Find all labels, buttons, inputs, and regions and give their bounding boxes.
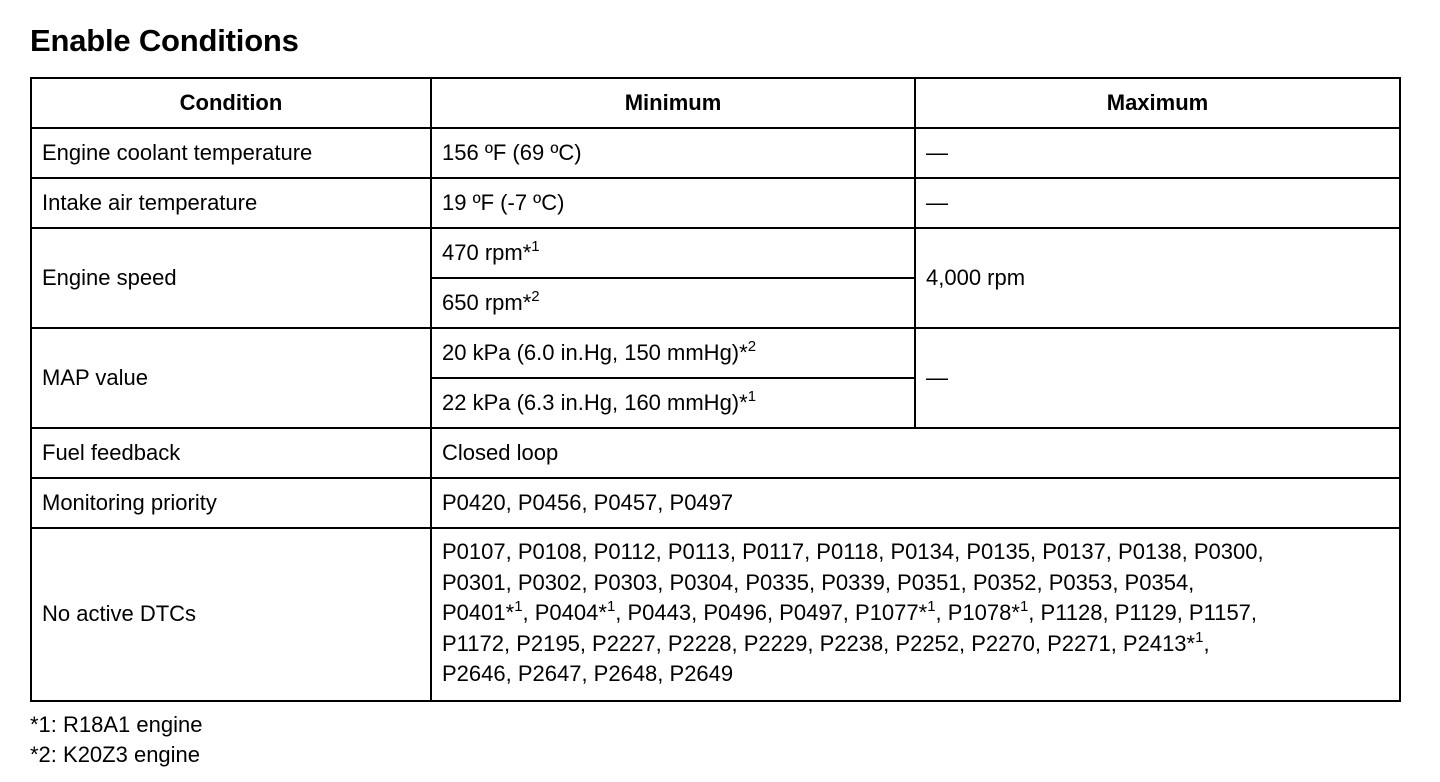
dtc-code: P1172, P2195, P2227, P2228, P2229, P2238, P2252, P2270, P2271, P2413* [442,630,1196,656]
minimum-cell [431,328,915,378]
table-row [31,528,1400,701]
dtc-line: P2646, P2647, P2648, P2649 [442,661,734,686]
enable-conditions-table [30,77,1401,702]
minimum-cell: 19 ºF (-7 ºC) [431,178,915,228]
dtc-code: , P0443, P0496, P0497, P1077* [615,600,928,625]
footnote-ref: 1 [1019,598,1029,615]
condition-cell: Monitoring priority [31,478,431,528]
dtc-code: , [1203,630,1210,656]
dtc-line [442,598,1389,629]
condition-cell: Fuel feedback [31,428,431,478]
table-row [31,478,1400,528]
footnote-ref: 1 [927,598,936,615]
dtc-line: P0107, P0108, P0112, P0113, P0117, P0118, P0134, P0135, P0137, P0138, P0300, [442,539,1264,564]
condition-cell: Intake air temperature [31,178,431,228]
footnotes [30,710,202,770]
value-cell: Closed loop [431,428,1400,478]
maximum-cell: — [915,128,1400,178]
table-row [31,228,1400,278]
footnote-ref: 2 [747,338,757,355]
footnote-1: *1: R18A1 engine [30,712,203,737]
table-row [31,178,1400,228]
maximum-cell: — [915,328,1400,428]
footnote-ref: 1 [514,598,523,615]
table-header-row [31,78,1400,128]
header-condition: Condition [31,78,431,128]
dtc-code: P0401* [442,600,515,625]
table-row [31,428,1400,478]
value-text: 20 kPa (6.0 in.Hg, 150 mmHg)* [442,340,748,365]
condition-cell: No active DTCs [31,528,431,701]
footnote-ref: 1 [606,598,616,615]
maximum-cell: — [915,178,1400,228]
dtc-code: , P1078* [935,600,1020,625]
footnote-ref: 2 [531,288,540,305]
header-maximum: Maximum [915,78,1400,128]
dtc-code: , P0404* [522,600,607,625]
value-text: 470 rpm* [442,240,532,265]
condition-cell: MAP value [31,328,431,428]
footnote-2: *2: K20Z3 engine [30,742,201,767]
minimum-cell [431,278,915,328]
dtc-code: , P1128, P1129, P1157, [1028,600,1258,625]
maximum-cell: 4,000 rpm [915,228,1400,328]
dtc-line [442,629,1389,660]
minimum-cell [431,228,915,278]
header-minimum: Minimum [431,78,915,128]
minimum-cell [431,378,915,428]
footnote-ref: 1 [531,238,540,255]
value-cell: P0420, P0456, P0457, P0497 [431,478,1400,528]
value-text: 22 kPa (6.3 in.Hg, 160 mmHg)* [442,390,748,415]
dtc-list-cell [431,528,1400,701]
table-row [31,328,1400,378]
condition-cell: Engine speed [31,228,431,328]
footnote-ref: 1 [747,388,757,405]
dtc-line: P0301, P0302, P0303, P0304, P0335, P0339, P0351, P0352, P0353, P0354, [442,569,1195,595]
footnote-ref: 1 [1195,628,1204,646]
minimum-cell: 156 ºF (69 ºC) [431,128,915,178]
page-title: Enable Conditions [30,23,299,58]
table-row [31,128,1400,178]
condition-cell: Engine coolant temperature [31,128,431,178]
value-text: 650 rpm* [442,290,532,315]
